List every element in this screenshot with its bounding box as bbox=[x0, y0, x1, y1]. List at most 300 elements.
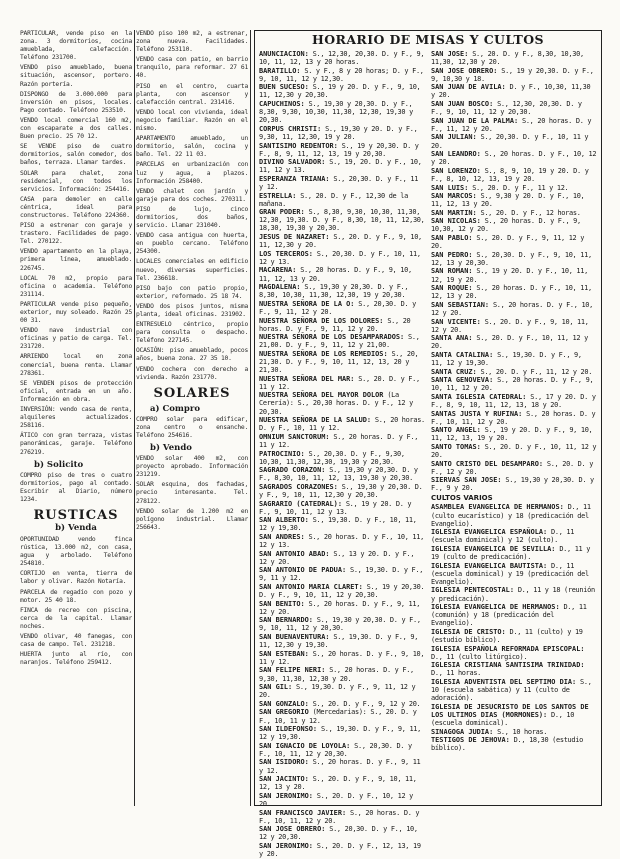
classified-ad: PISO a estrenar con garaje y trastero. Facilidades de pago. Tel. 270122. bbox=[20, 222, 132, 246]
church-name: NUESTRA SEÑORA DE LA O: bbox=[259, 299, 355, 308]
mass-times: D., 11 y 18 (reunión y predicación). bbox=[431, 586, 595, 603]
classified-ad: VENDO local comercial 160 m2, con escaparate a dos calles. Buen precio. 25 70 12. bbox=[20, 116, 132, 141]
church-schedule-entry bbox=[431, 528, 597, 544]
classifieds-column-middle bbox=[136, 30, 248, 534]
church-schedule-entry bbox=[259, 466, 425, 482]
church-name: ANUNCIACION: bbox=[259, 50, 309, 58]
mass-times: S. y F., 8 y 20 horas; D. y F., 9, 10, 11, 12 y 12,30. bbox=[259, 66, 424, 83]
church-name: SAN ISIDORO: bbox=[259, 758, 309, 767]
classified-ad: VENDO chalet con jardín y garaje para dos coches. 270311. bbox=[136, 187, 248, 203]
mass-times: S., 19 y 20. D. y F., 9, 10, 11, 12 y 13. bbox=[259, 499, 412, 516]
classified-ad: VENDO solar 400 m2, con proyecto aprobado. Información 231219. bbox=[136, 455, 248, 479]
church-schedule-entry bbox=[259, 250, 425, 266]
church-schedule-entry bbox=[431, 545, 597, 561]
column-divider bbox=[134, 30, 135, 806]
mass-times: D., 11 y 19 (culto de predicación). bbox=[431, 544, 591, 562]
classified-ad: VENDO casa antigua con huerta, en pueblo cercano. Teléfono 254300. bbox=[136, 232, 248, 256]
church-name: SAN GIL: bbox=[259, 683, 293, 692]
church-schedule-entry bbox=[431, 376, 597, 392]
church-name: SAN JOSE OBRERO: bbox=[259, 825, 326, 834]
church-name: SAN ESTEBAN: bbox=[259, 649, 309, 658]
church-schedule-entry bbox=[431, 217, 597, 233]
church-schedule-entry bbox=[431, 83, 597, 99]
mass-times: D., 11 (culto litúrgico). bbox=[431, 652, 528, 661]
church-name: OMNIUM SANCTORUM: bbox=[259, 432, 330, 441]
church-name: IGLESIA ESPAÑOLA REFORMADA EPISCOPAL: bbox=[431, 644, 585, 653]
mass-times: S., 20, 21,30. D. y F., 9, 10, 11, 12, 13, 20 y 21,30. bbox=[259, 349, 419, 375]
church-schedule-entry bbox=[259, 433, 425, 449]
mass-times: S., 20 horas. D. y F., 9, 11, 12 y 20. bbox=[259, 316, 411, 333]
mass-times: D., 11 horas. bbox=[431, 669, 482, 678]
church-schedule-entry bbox=[259, 700, 425, 708]
church-name: GRAN PODER: bbox=[259, 208, 305, 217]
cultos-heading: CULTOS VARIOS bbox=[431, 494, 493, 503]
church-schedule-entry bbox=[431, 234, 597, 250]
church-schedule-entry bbox=[259, 333, 425, 349]
mass-times: S., 20. D. y F., 12, 13, 19 y 20. bbox=[259, 841, 421, 858]
church-schedule-entry bbox=[431, 267, 597, 283]
church-schedule-entry bbox=[431, 628, 597, 644]
church-schedule-entry bbox=[431, 443, 597, 459]
mass-times: S., 20 horas. D. y F., 10, 11, 12, 13 y 20. bbox=[431, 284, 592, 301]
church-schedule-entry bbox=[431, 736, 597, 752]
church-name: SINAGOGA JUDIA: bbox=[431, 727, 494, 736]
church-schedule-entry bbox=[431, 426, 597, 442]
church-schedule-entry bbox=[259, 650, 425, 666]
church-name: JESUS DE NAZARET: bbox=[259, 233, 330, 242]
church-name: SAN JULIAN: bbox=[431, 133, 477, 142]
horario-left-column bbox=[259, 50, 425, 859]
church-name: SAGRADOS CORAZONES: bbox=[259, 482, 338, 491]
church-schedule-entry bbox=[259, 809, 425, 825]
church-schedule-entry bbox=[259, 583, 425, 599]
mass-times: S., 19,30. D. y F., 9, 11 y 12. bbox=[259, 566, 424, 583]
mass-times: S., 12,30, 20,30. D. y F., 9, 10, 11, 12, 13 y 20 horas. bbox=[259, 50, 425, 67]
church-name: SAN PABLO: bbox=[431, 234, 473, 243]
church-name: SANTA GENOVEVA: bbox=[431, 376, 494, 385]
church-name: SAN BERNARDO: bbox=[259, 616, 313, 625]
church-name: SANTISIMO REDENTOR: bbox=[259, 141, 338, 150]
church-name: NUESTRA SEÑORA DE LOS DOLORES: bbox=[259, 316, 384, 325]
church-name: NUESTRA SEÑORA DE LA SALUD: bbox=[259, 416, 372, 425]
mass-times: S., 19,30. D. y F., 9, 11, 12 y 19,30. bbox=[259, 725, 422, 742]
church-name: ESTRELLA: bbox=[259, 191, 297, 200]
classified-ad: OCASIÓN: piso amueblado, pocos años, buena zona. 27 35 10. bbox=[136, 347, 248, 363]
horario-right-column bbox=[431, 50, 597, 753]
church-name: SAN ANDRES: bbox=[259, 532, 305, 541]
classified-ad: ÁTICO con gran terraza, vistas panorámicas, garaje. Teléfono 276219. bbox=[20, 432, 132, 456]
mass-times: S., 20. D. y F., 11 y 12. bbox=[468, 183, 569, 192]
classified-ad: VENDO nave industrial con oficinas y patio de carga. Tel. 231720. bbox=[20, 327, 132, 351]
mass-times: S., 20 horas. D. y F., 9, 11 y 12. bbox=[259, 758, 421, 775]
church-schedule-entry bbox=[431, 67, 597, 83]
church-schedule-entry bbox=[259, 450, 425, 466]
church-name: SAN JERONIMO: bbox=[259, 791, 313, 800]
mass-times: S., 20. D. y F., 9, 11, 12 y 20. bbox=[431, 234, 585, 251]
mass-times: S., 20 horas. D. y F., 9, 10, 11, 12 y 20. bbox=[431, 376, 594, 393]
church-name: MACARENA: bbox=[259, 266, 297, 275]
church-schedule-entry bbox=[259, 825, 425, 841]
mass-times: S., 20 horas. D. y F., 9, 11, 12 y 20. bbox=[259, 599, 421, 616]
church-schedule-entry bbox=[431, 117, 597, 133]
mass-times: D. y F., 10,30, 11,30 y 20. bbox=[431, 83, 591, 100]
church-schedule-entry bbox=[259, 375, 425, 391]
mass-times: S., 20 horas. D. y F., 10, 11 y 12. bbox=[259, 416, 425, 433]
mass-times: D., 10 (escuela dominical). bbox=[431, 710, 575, 727]
church-name: SAN JUAN DE LA PALMA: bbox=[431, 116, 519, 125]
classified-ad: CASA para demoler en calle céntrica, ideal para constructores. Teléfono 224360. bbox=[20, 195, 132, 219]
church-name: IGLESIA CRISTIANA SANTISIMA TRINIDAD: bbox=[431, 661, 585, 670]
solares-ads2-list bbox=[136, 455, 248, 532]
church-schedule-entry bbox=[431, 393, 597, 409]
mass-times: S., 10 horas. bbox=[493, 727, 548, 736]
middle-ads-list bbox=[136, 30, 248, 382]
mass-times: S., 20. D. y F., 11 y 12. bbox=[259, 374, 420, 391]
classified-ad: ENTRESUELO céntrico, propio para consulta o despacho. Teléfono 227145. bbox=[136, 321, 248, 345]
church-name: SAN GONZALO: bbox=[259, 699, 309, 708]
church-name: SAN MARCOS: bbox=[431, 192, 477, 201]
church-name: SAN JOSE OBRERO: bbox=[431, 66, 498, 75]
mass-times: S., 19,30 y 20,30. D. y F., 9, 10, 11, 12,30 y 20,30. bbox=[259, 482, 423, 499]
church-schedule-entry bbox=[431, 728, 597, 736]
church-schedule-entry bbox=[259, 775, 425, 791]
church-schedule-entry bbox=[259, 391, 425, 415]
mass-times: S., 20. D. y F., 10, 12 y 20. bbox=[259, 791, 413, 808]
classified-ad: INVERSIÓN: vendo casa de renta, alquileres actualizados. 258116. bbox=[20, 406, 132, 430]
church-name: SAN LUIS: bbox=[431, 183, 469, 192]
classified-ad: LOCAL 70 m2, propio para oficina o academia. Teléfono 231114. bbox=[20, 274, 132, 298]
classified-ad: HUERTA junto al río, con naranjos. Teléfono 259412. bbox=[20, 651, 132, 667]
mass-times: S., 20 horas. D. y F., 10, 11, 12 y 20. bbox=[431, 409, 596, 426]
church-name: PATROCINIO: bbox=[259, 449, 305, 458]
mass-times: S., 9,30 y 20. D. y F., 10, 11, 12, 13 y 20. bbox=[431, 192, 585, 209]
mass-times: S., 20 horas. D. y F., 10, 11, 12 y 20. bbox=[259, 808, 420, 825]
church-schedule-entry bbox=[259, 742, 425, 758]
church-schedule-entry bbox=[259, 192, 425, 208]
church-schedule-entry bbox=[259, 483, 425, 499]
church-schedule-entry bbox=[431, 678, 597, 702]
church-schedule-entry bbox=[259, 158, 425, 174]
church-name: BUEN SUCESO: bbox=[259, 83, 309, 92]
church-schedule-entry bbox=[259, 317, 425, 333]
church-schedule-entry bbox=[259, 666, 425, 682]
church-schedule-entry bbox=[431, 133, 597, 149]
church-schedule-entry bbox=[259, 533, 425, 549]
church-name: SANTO TOMAS: bbox=[431, 442, 481, 451]
church-name: SAN PEDRO: bbox=[431, 250, 473, 259]
classified-ad: DISPONGO de 3.000.000 para inversión en pisos, locales. Pago contado. Teléfono 253510. bbox=[20, 90, 132, 114]
church-schedule-entry bbox=[259, 758, 425, 774]
mass-times: S., 20. D. y F., 12 y 20. bbox=[431, 459, 594, 476]
mass-times: S., 20 horas. D. y F., 9, 10, 11, 12, 13 y 20. bbox=[259, 266, 412, 283]
classified-ad: COMPRO piso de tres o cuatro dormitorios, pago al contado. Escribir al Diario, número 1234. bbox=[20, 471, 132, 503]
mass-times: S., 21,00. D. y F., 9, 11, 12 y 21,00. bbox=[259, 333, 420, 350]
classifieds-column-left bbox=[20, 30, 132, 669]
church-schedule-entry bbox=[431, 184, 597, 192]
solares-heading: SOLARES bbox=[153, 385, 231, 401]
classified-ad: ARRIENDO local en zona comercial, buena renta. Llamar 278361. bbox=[20, 353, 132, 377]
mass-times: S., 19 y 20,30. D. y F., 9, 10, 11, 12 y 20,30. bbox=[259, 583, 425, 600]
solares-subheading-compro: a) Compro bbox=[150, 403, 201, 414]
column-divider bbox=[250, 30, 251, 806]
mass-times: S., 19,30 y 20,30. D. y F., 9, 10, 11, 12 y 20,30. bbox=[259, 616, 421, 633]
church-name: SANTA CRUZ: bbox=[431, 367, 477, 376]
cultos-list bbox=[431, 503, 597, 752]
church-schedule-entry bbox=[259, 100, 425, 124]
church-name: CAPUCHINOS: bbox=[259, 100, 305, 109]
church-schedule-entry bbox=[431, 460, 597, 476]
classified-ad: SOLAR para chalet, zona residencial, con todos los servicios. Información: 254416. bbox=[20, 169, 132, 193]
church-name: SAN FRANCISCO JAVIER: bbox=[259, 808, 347, 817]
church-schedule-entry bbox=[431, 476, 597, 492]
left-ads-list bbox=[20, 30, 132, 457]
church-schedule-entry bbox=[431, 410, 597, 426]
church-schedule-entry bbox=[259, 416, 425, 432]
church-name: NUESTRA SEÑORA DEL MAYOR DOLOR bbox=[259, 391, 384, 400]
church-schedule-entry bbox=[259, 600, 425, 616]
church-schedule-entry bbox=[431, 100, 597, 116]
mass-times: S., 20 horas. D. y F., 11 y 12. bbox=[259, 432, 419, 449]
church-name: TESTIGOS DE JEHOVA: bbox=[431, 736, 510, 745]
church-name: SAN GREGORIO bbox=[259, 708, 309, 717]
church-name: SAN ANTONIO DE PADUA: bbox=[259, 566, 347, 575]
classified-ad: VENDO casa con patio, en barrio tranquilo, para reformar. 27 61 40. bbox=[136, 56, 248, 80]
mass-times: D., 11 (culto eucarístico) y 18 (predicación del Evangelio). bbox=[431, 503, 591, 528]
rusticas-subheading: b) Venda bbox=[55, 522, 97, 533]
mass-times: D., 11 (culto) y 19 (estudio bíblico). bbox=[431, 627, 583, 644]
church-schedule-entry bbox=[431, 562, 597, 586]
left-subsections bbox=[20, 460, 132, 504]
rusticas-heading: RUSTICAS bbox=[33, 507, 119, 523]
mass-times: S., 20. D. y F., 10, 11, 12 y 20. bbox=[431, 442, 597, 459]
classified-ad: APARTAMENTO amueblado, un dormitorio, salón, cocina y baño. Tel. 22 11 03. bbox=[136, 135, 248, 159]
church-schedule-entry bbox=[259, 50, 425, 66]
mass-times: (Mercedarias): S., 20. D. y F., 10, 11 y 12. bbox=[259, 708, 417, 725]
church-name: ESPERANZA TRIANA: bbox=[259, 174, 330, 183]
mass-times: S., 19 y 20. D. y F., 10, 11, 12, 19 y 20. bbox=[431, 267, 588, 284]
church-name: SAGRARIO (CATEDRAL): bbox=[259, 499, 342, 508]
mass-times: S., 10 (escuela sabática) y 11 (culto de adoración). bbox=[431, 677, 592, 703]
church-name: NUESTRA SEÑORA DEL MAR: bbox=[259, 374, 355, 383]
church-name: IGLESIA ADVENTISTA DEL SEPTIMO DIA: bbox=[431, 677, 577, 686]
mass-times: S., 20. D. y F., 9, 10, 11, 12, 13 y 20. bbox=[259, 775, 417, 792]
mass-times: S., 19,30. D. y F., 9, 11, 12 y 19,30. bbox=[431, 350, 582, 367]
mass-times: S., 19 y 20,30. D. y F., 8, 9, 11, 12, 13, 19 y 20,30. bbox=[259, 141, 419, 158]
classified-ad: VENDO piso 100 m2, a estrenar, zona nueva. Facilidades. Teléfono 253110. bbox=[136, 30, 248, 54]
classified-ad: VENDO local con vivienda, ideal negocio familiar. Razón en el mismo. bbox=[136, 108, 248, 133]
church-schedule-entry bbox=[431, 661, 597, 677]
classified-ad: PISO en el centro, cuarta planta, con ascensor y calefacción central. 231416. bbox=[136, 82, 248, 106]
mass-times: S., 20,30. D. y F., 10, 11, 12 y 13. bbox=[259, 249, 421, 266]
church-schedule-entry bbox=[431, 251, 597, 267]
classified-ad: VENDO piso amueblado, buena situación, ascensor, portero. Razón portería. bbox=[20, 64, 132, 88]
mass-times: S., 20 horas. D. y F., 9, 10, 11 y 12. bbox=[259, 649, 425, 666]
mass-times: S., 20. D. y F., 12,30 de la mañana. bbox=[259, 191, 408, 208]
classified-ad: CORTIJO en venta, tierra de labor y olivar. Razón Notaría. bbox=[20, 570, 132, 586]
classified-ad: FINCA de recreo con piscina, cerca de la capital. Llamar noches. bbox=[20, 606, 132, 630]
mass-times: S., 19,30 y 20,30. D. y F., 8,30, 10, 11, 12, 13, 19,30 y 20,30. bbox=[259, 466, 418, 483]
church-schedule-entry bbox=[431, 301, 597, 317]
church-schedule-entry bbox=[431, 351, 597, 367]
classified-ad: VENDO cochera con derecho a vivienda. Razón 231770. bbox=[136, 365, 248, 381]
church-name: SAN SEBASTIAN: bbox=[431, 300, 490, 309]
church-name: SAN VICENTE: bbox=[431, 317, 481, 326]
church-name: SAN JOSE: bbox=[431, 50, 469, 58]
church-schedule-entry bbox=[431, 167, 597, 183]
church-name: ASAMBLEA EVANGELICA DE HERMANOS: bbox=[431, 503, 564, 512]
church-schedule-entry bbox=[431, 334, 597, 350]
solares-ads-list bbox=[136, 416, 248, 440]
church-name: SANTO CRISTO DEL DESAMPARO: bbox=[431, 459, 544, 468]
church-schedule-entry bbox=[259, 175, 425, 191]
mass-times: S., 19 y 20. D. y F., 9, 10, 11, 12,30 y 20,30. bbox=[259, 83, 421, 100]
mass-times: D., 11 (escuela dominical) y 12 (culto). bbox=[431, 528, 575, 545]
church-name: SAN JACINTO: bbox=[259, 775, 309, 784]
classified-ad: PISO de lujo, cinco dormitorios, dos baños, servicio. Llamar 231040. bbox=[136, 205, 248, 230]
classified-ad: PISO bajo con patio propio, exterior, reformado. 25 18 74. bbox=[136, 284, 248, 300]
mass-times: S., 20. D. y F., 12 horas. bbox=[476, 208, 581, 217]
church-schedule-entry bbox=[259, 350, 425, 374]
mass-times: S., 8,30, 9,30, 10,30, 11,30, 12,30, 19,30. D. y F., 8,30, 10, 11, 12,30, 18,30, 19,30 y 20,30. bbox=[259, 208, 425, 233]
classified-ad: SOLAR esquina, dos fachadas, precio interesante. Tel. 278122. bbox=[136, 481, 248, 505]
mass-times: D., 11 (escuela dominical) y 19 (predicación del Evangelio). bbox=[431, 561, 589, 586]
church-name: SAN ROMAN: bbox=[431, 267, 473, 276]
mass-times: S., 20 horas. D. y F., 10, 11, 12 y 13. bbox=[259, 532, 424, 550]
church-name: SANTA IGLESIA CATEDRAL: bbox=[431, 392, 527, 401]
church-schedule-entry bbox=[259, 208, 425, 232]
classified-ad: SE VENDEN pisos de protección oficial, entrada en un año. Información en obra. bbox=[20, 379, 132, 403]
church-name: SANTAS JUSTA Y RUFINA: bbox=[431, 409, 523, 418]
church-schedule-entry bbox=[259, 708, 425, 724]
rusticas-ads-list bbox=[20, 536, 132, 667]
mass-times: S., 20,30. D. y F., 11 y 12. bbox=[259, 174, 419, 191]
church-name: IGLESIA DE CRISTO: bbox=[431, 627, 506, 636]
classified-ad: PARCELAS en urbanización con luz y agua, a plazos. Información 258400. bbox=[136, 161, 248, 185]
mass-times: S., 12,30, 20,30. D. y F., 9, 10, 11, 12 y 20,30. bbox=[431, 100, 582, 117]
mass-times: S., 20. D. y F., 11, 12 y 20. bbox=[476, 367, 593, 376]
church-schedule-entry bbox=[431, 50, 597, 66]
mass-times: S., 19 y 20. D. y F., 9, 10, 11, 12, 13, 19 y 20. bbox=[431, 426, 593, 443]
mass-times: S., 20,30. D. y F., 9, 10, 11, 12, 13 y 20,30. bbox=[431, 250, 592, 267]
church-name: SAN JERONIMO: bbox=[259, 841, 313, 850]
church-name: IGLESIA EVANGELICA BAUTISTA: bbox=[431, 561, 548, 570]
church-name: SAN JUAN DE AVILA: bbox=[431, 83, 506, 92]
church-schedule-entry bbox=[431, 586, 597, 602]
mass-times: S., 20. D. y F., 9, 10, 11, 12 y 20. bbox=[431, 317, 589, 334]
church-name: IGLESIA EVANGELICA DE HERMANOS: bbox=[431, 603, 560, 612]
church-schedule-entry bbox=[431, 192, 597, 208]
mass-times: S., 19,30 y 20,30. D. y F., 8,30, 9,30, 10,30, 11,30, 12,30, 19,30 y 20,30. bbox=[259, 100, 413, 125]
horario-box bbox=[254, 30, 602, 858]
church-schedule-entry bbox=[259, 83, 425, 99]
church-schedule-entry bbox=[259, 683, 425, 699]
church-name: SAN LEANDRO: bbox=[431, 150, 481, 159]
mass-times: S., 19,30 y 20. D. y F., 9,30, 11, 12,30, 19 y 20. bbox=[259, 124, 418, 141]
horario-right-list bbox=[431, 50, 597, 492]
church-schedule-entry bbox=[431, 368, 597, 376]
church-name: SAN ANTONIO ABAD: bbox=[259, 549, 330, 558]
church-name: IGLESIA EVANGELICA ESPAÑOLA: bbox=[431, 528, 548, 537]
mass-times: S., 20 horas. D. y F., 9, 10,30, 12 y 20. bbox=[431, 217, 581, 234]
church-schedule-entry bbox=[259, 842, 425, 858]
mass-times: D., 18,30 (estudio bíblico). bbox=[431, 736, 583, 753]
church-name: SAN ILDEFONSO: bbox=[259, 725, 318, 734]
classified-ad: VENDO dos pisos juntos, misma planta, ideal oficinas. 231902. bbox=[136, 302, 248, 318]
church-name: NUESTRA SEÑORA DE LOS DESAMPARADOS: bbox=[259, 333, 405, 342]
mass-times: S., 20 horas. D. y F., 9,30, 11,30, 12,30 y 20. bbox=[259, 666, 414, 683]
church-name: SAN ROQUE: bbox=[431, 284, 473, 293]
mass-times: S., 20 horas. D. y F., 11, 12 y 20. bbox=[431, 116, 592, 133]
solares-subheading-vendo: b) Vendo bbox=[150, 443, 192, 454]
newspaper-page bbox=[20, 8, 604, 858]
church-name: CORPUS CHRISTI: bbox=[259, 124, 322, 133]
church-name: NUESTRA SEÑORA DE LOS REMEDIOS: bbox=[259, 349, 388, 358]
classified-ad: PARTICULAR, vende piso en la zona. 3 dormitorios, cocina amueblada, calefacción. Teléfono 231700. bbox=[20, 30, 132, 62]
mass-times: S., 19,30. D. y F., 9, 11, 12,30 y 19,30. bbox=[259, 633, 419, 650]
church-schedule-entry bbox=[431, 284, 597, 300]
church-name: SANTA ANA: bbox=[431, 334, 473, 343]
mass-times: S., 20,30. D. y F., 10, 11 y 20. bbox=[431, 133, 589, 150]
church-name: IGLESIA EVANGELICA DE SEVILLA: bbox=[431, 544, 556, 553]
classified-ad: VENDO solar de 1.200 m2 en polígono industrial. Llamar 256643. bbox=[136, 507, 248, 531]
mass-times: S., 20 horas. D. y F., 10, 12 y 20. bbox=[431, 150, 597, 167]
church-schedule-entry bbox=[259, 142, 425, 158]
church-schedule-entry bbox=[259, 300, 425, 316]
classified-ad: VENDO olivar, 40 fanegas, con casa de campo. Tel. 231218. bbox=[20, 633, 132, 649]
church-schedule-entry bbox=[259, 125, 425, 141]
mass-times: S., 19,30. D. y F., 10, 11, 12 y 19,30. bbox=[259, 516, 417, 533]
church-schedule-entry bbox=[259, 616, 425, 632]
mass-times: S., 20. D. y F., 9, 12 y 20. bbox=[308, 699, 421, 708]
church-name: SAN MARTIN: bbox=[431, 208, 477, 217]
church-schedule-entry bbox=[259, 67, 425, 83]
church-schedule-entry bbox=[259, 792, 425, 808]
church-schedule-entry bbox=[259, 283, 425, 299]
mass-times: S., 8, 9, 10, 19 y 20. D. y F., 8, 10, 12, 13, 19 y 20. bbox=[431, 166, 589, 183]
church-schedule-entry bbox=[259, 266, 425, 282]
mass-times: (La Cerería): S., 20,30 horas. D. y F., 12 y 20,30. bbox=[259, 391, 413, 416]
church-name: SAN ALBERTO: bbox=[259, 516, 309, 525]
church-name: SIERVAS SAN JOSE: bbox=[431, 476, 502, 485]
church-name: SAN BUENAVENTURA: bbox=[259, 633, 330, 642]
church-name: SAGRADO CORAZON: bbox=[259, 466, 326, 475]
mass-times: S., 20,30. D. y F., 10, 12 y 20,30. bbox=[259, 825, 418, 842]
church-schedule-entry bbox=[431, 209, 597, 217]
church-name: MAGDALENA: bbox=[259, 283, 301, 292]
church-name: IGLESIA PENTECOSTAL: bbox=[431, 586, 514, 595]
church-name: SANTA CATALINA: bbox=[431, 350, 494, 359]
church-schedule-entry bbox=[259, 566, 425, 582]
church-schedule-entry bbox=[259, 633, 425, 649]
church-schedule-entry bbox=[259, 500, 425, 516]
church-name: LOS TERCEROS: bbox=[259, 249, 313, 258]
mass-times: S., 19,30 y 20,30. D. y F., 9 y 20. bbox=[431, 476, 594, 493]
mass-times: S., 19,30 y 20,30. D. y F., 8,30, 10,30, 11,30, 12,30, 19 y 20,30. bbox=[259, 283, 409, 300]
church-name: SAN ANTONIO MARIA CLARET: bbox=[259, 583, 363, 591]
mass-times: S., 17 y 20. D. y F., 8, 9, 10, 11, 12, 13, 18 y 20. bbox=[431, 392, 596, 409]
church-name: SANTO ANGEL: bbox=[431, 426, 481, 435]
mass-times: S., 19, 20. D. y F., 10, 11, 12 y 13. bbox=[259, 158, 422, 175]
church-schedule-entry bbox=[431, 503, 597, 527]
mass-times: S., 20. D. y F., 8,30, 10,30, 11,30, 12,30 y 20. bbox=[431, 50, 584, 67]
mass-times: S., 19,30. D. y F., 9, 11, 12 y 20. bbox=[259, 683, 416, 700]
church-name: IGLESIA DE JESUCRISTO DE LOS SANTOS DE LOS ULTIMOS DIAS (MORMONES): bbox=[431, 702, 589, 719]
church-name: SAN BENITO: bbox=[259, 599, 305, 608]
church-schedule-entry bbox=[259, 550, 425, 566]
mass-times: S., 20,30. D. y F., 9, 11, 12 y 20. bbox=[259, 299, 416, 316]
mass-times: S., 20,30. D. y F., 10, 11, 12 y 20,30. bbox=[259, 741, 412, 758]
church-schedule-entry bbox=[259, 516, 425, 532]
